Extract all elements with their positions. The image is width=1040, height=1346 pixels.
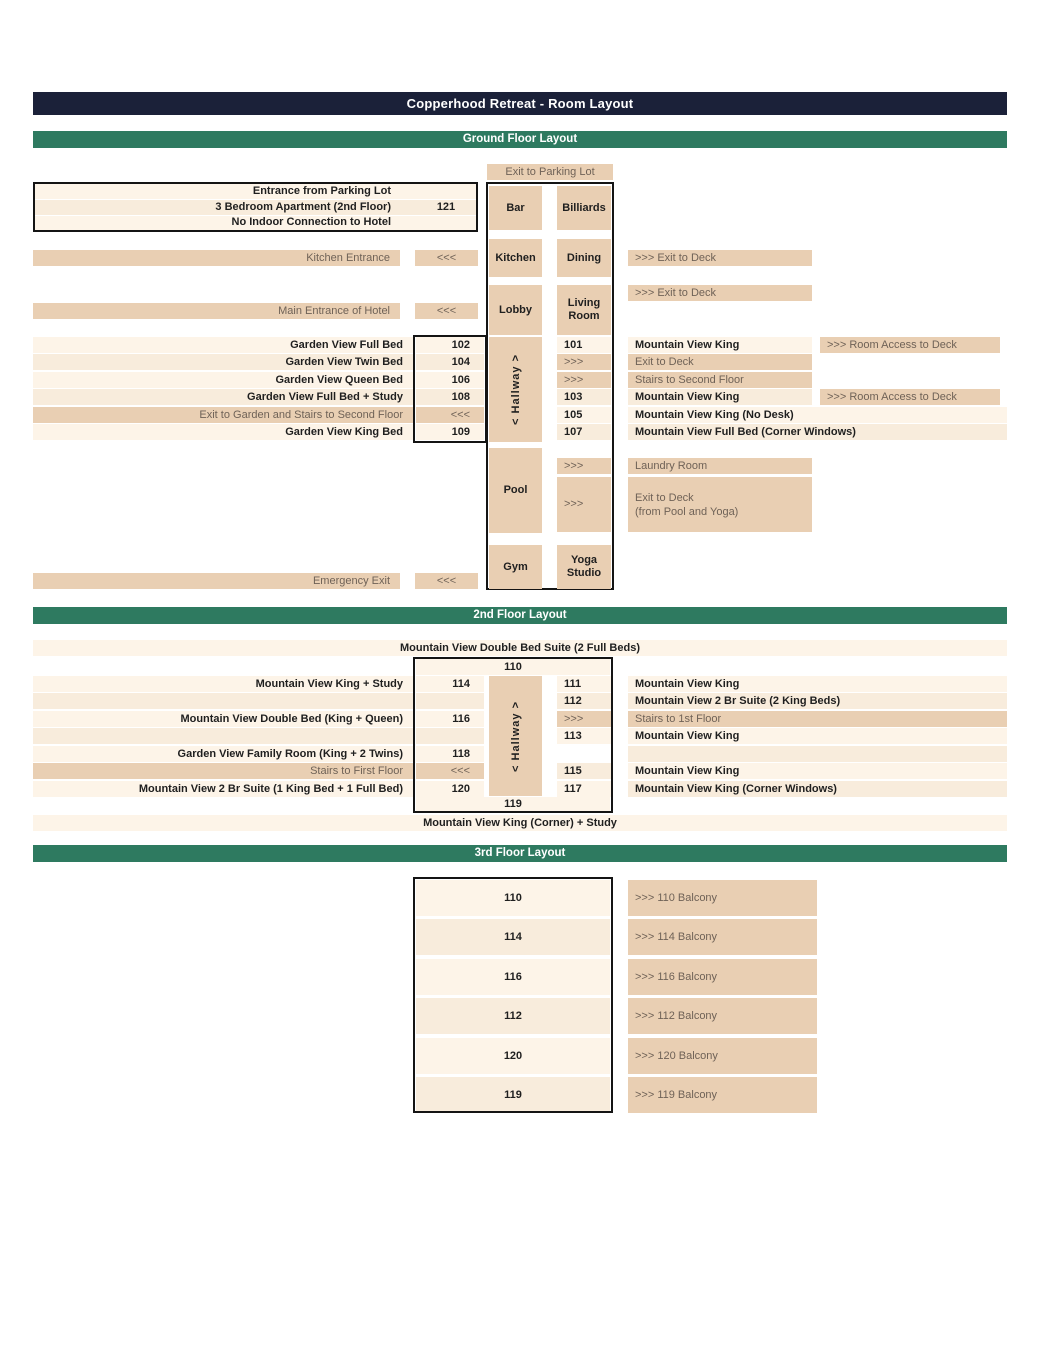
laundry-arrow-cell: >>> [557, 458, 611, 474]
hallway-cell: < Hallway > [489, 337, 542, 442]
dining-cell: Dining [557, 239, 611, 277]
room-label-106: Garden View Queen Bed [33, 372, 413, 388]
room-number-115: 115 [557, 763, 611, 779]
room-desc-107: Mountain View Full Bed (Corner Windows) [628, 424, 1007, 440]
room-label-109: Garden View King Bed [33, 424, 413, 440]
blank-stripe [33, 728, 413, 744]
exit-to-garden-arrow: <<< [416, 407, 484, 423]
balcony-110: >>> 110 Balcony [628, 880, 817, 916]
room-number-104: 104 [416, 354, 484, 370]
left-rooms-box [413, 335, 487, 443]
section-header-3rd-floor: 3rd Floor Layout [33, 845, 1007, 862]
room-label-120: Mountain View 2 Br Suite (1 King Bed + 1 Full Bed) [33, 781, 413, 797]
room-label-108: Garden View Full Bed + Study [33, 389, 413, 405]
balcony-120: >>> 120 Balcony [628, 1038, 817, 1074]
room-119-label: Mountain View King (Corner) + Study [33, 815, 1007, 831]
section-header-2nd-floor: 2nd Floor Layout [33, 607, 1007, 624]
room-label-102: Garden View Full Bed [33, 337, 413, 353]
hallway-cell-2f: < Hallway > [489, 676, 542, 796]
third-floor-building-box [413, 877, 613, 1113]
emergency-exit-arrow: <<< [415, 573, 478, 589]
room-label-104: Garden View Twin Bed [33, 354, 413, 370]
stairs-to-first-floor-arrow: <<< [416, 763, 484, 779]
room-desc-103: Mountain View King [628, 389, 812, 405]
room-label-114: Mountain View King + Study [33, 676, 413, 692]
3f-room-110: 110 [416, 880, 610, 916]
apt-line-2: 3 Bedroom Apartment (2nd Floor) [215, 201, 391, 213]
3f-room-119: 119 [416, 1077, 610, 1113]
stairs-to-1st-floor-arrow: >>> [557, 711, 611, 727]
balcony-114: >>> 114 Balcony [628, 919, 817, 955]
room-number-118: 118 [416, 746, 484, 762]
main-entrance-arrow: <<< [415, 303, 478, 319]
apt-line-3: No Indoor Connection to Hotel [231, 216, 391, 228]
room-label-116: Mountain View Double Bed (King + Queen) [33, 711, 413, 727]
stairs-to-first-floor-label: Stairs to First Floor [33, 763, 413, 779]
room-desc-111: Mountain View King [628, 676, 1007, 692]
balcony-112: >>> 112 Balcony [628, 998, 817, 1034]
3f-room-116: 116 [416, 959, 610, 995]
suite-110-label: Mountain View Double Bed Suite (2 Full Beds) [33, 640, 1007, 656]
3f-room-112: 112 [416, 998, 610, 1034]
balcony-119: >>> 119 Balcony [628, 1077, 817, 1113]
room-number-108: 108 [416, 389, 484, 405]
pool-exit-line-2: (from Pool and Yoga) [635, 505, 739, 518]
stairs-to-second-floor-label: Stairs to Second Floor [628, 372, 812, 388]
room-103-deck-access: >>> Room Access to Deck [820, 389, 1000, 405]
apt-line-1: Entrance from Parking Lot [252, 185, 391, 197]
second-floor-building-box [413, 657, 613, 813]
room-number-117: 117 [557, 781, 611, 797]
apt-room-number: 121 [436, 201, 456, 213]
room-number-110: 110 [416, 659, 610, 675]
room-number-119: 119 [416, 797, 610, 811]
room-number-111: 111 [557, 676, 611, 692]
room-101-deck-access: >>> Room Access to Deck [820, 337, 1000, 353]
pool-exit-label [628, 477, 812, 532]
exit-to-deck-label: Exit to Deck [628, 354, 812, 370]
exit-to-garden-label: Exit to Garden and Stairs to Second Floor [33, 407, 413, 423]
room-number-107: 107 [557, 424, 611, 440]
room-number-101: 101 [557, 337, 611, 353]
room-number-120: 120 [416, 781, 484, 797]
pool-exit-line-1: Exit to Deck [635, 491, 694, 504]
blank-stripe [628, 746, 1007, 762]
room-number-113: 113 [557, 728, 611, 744]
room-desc-101: Mountain View King [628, 337, 812, 353]
lobby-cell: Lobby [489, 285, 542, 335]
kitchen-cell: Kitchen [489, 239, 542, 277]
room-number-109: 109 [416, 424, 484, 440]
room-desc-113: Mountain View King [628, 728, 1007, 744]
yoga-studio-cell: Yoga Studio [557, 545, 611, 589]
blank-stripe [33, 693, 413, 709]
room-number-114: 114 [416, 676, 484, 692]
section-header-ground-floor: Ground Floor Layout [33, 131, 1007, 148]
room-desc-115: Mountain View King [628, 763, 1007, 779]
emergency-exit-label: Emergency Exit [33, 573, 400, 589]
main-entrance-label: Main Entrance of Hotel [33, 303, 400, 319]
pool-cell: Pool [489, 448, 542, 533]
balcony-116: >>> 116 Balcony [628, 959, 817, 995]
3f-room-114: 114 [416, 919, 610, 955]
room-desc-117: Mountain View King (Corner Windows) [628, 781, 1007, 797]
stairs-arrow-cell: >>> [557, 372, 611, 388]
room-desc-112: Mountain View 2 Br Suite (2 King Beds) [628, 693, 1007, 709]
stairs-to-1st-floor-label: Stairs to 1st Floor [628, 711, 1007, 727]
page-title: Copperhood Retreat - Room Layout [33, 92, 1007, 115]
gym-cell: Gym [489, 545, 542, 589]
exit-to-deck-row-1: >>> Exit to Deck [628, 250, 812, 266]
billiards-cell: Billiards [557, 186, 611, 230]
laundry-room-label: Laundry Room [628, 458, 812, 474]
exit-to-deck-row-2: >>> Exit to Deck [628, 285, 812, 301]
kitchen-entrance-label: Kitchen Entrance [33, 250, 400, 266]
living-room-cell: Living Room [557, 285, 611, 335]
room-label-118: Garden View Family Room (King + 2 Twins) [33, 746, 413, 762]
room-number-105: 105 [557, 407, 611, 423]
deck-arrow-cell: >>> [557, 354, 611, 370]
room-desc-105: Mountain View King (No Desk) [628, 407, 1007, 423]
kitchen-entrance-arrow: <<< [415, 250, 478, 266]
room-number-103: 103 [557, 389, 611, 405]
room-number-116: 116 [416, 711, 484, 727]
room-number-102: 102 [416, 337, 484, 353]
pool-exit-arrow-cell: >>> [557, 477, 611, 532]
room-number-112: 112 [557, 693, 611, 709]
exit-to-parking-lot-cell: Exit to Parking Lot [487, 164, 613, 180]
room-number-106: 106 [416, 372, 484, 388]
bar-cell: Bar [489, 186, 542, 230]
3f-room-120: 120 [416, 1038, 610, 1074]
